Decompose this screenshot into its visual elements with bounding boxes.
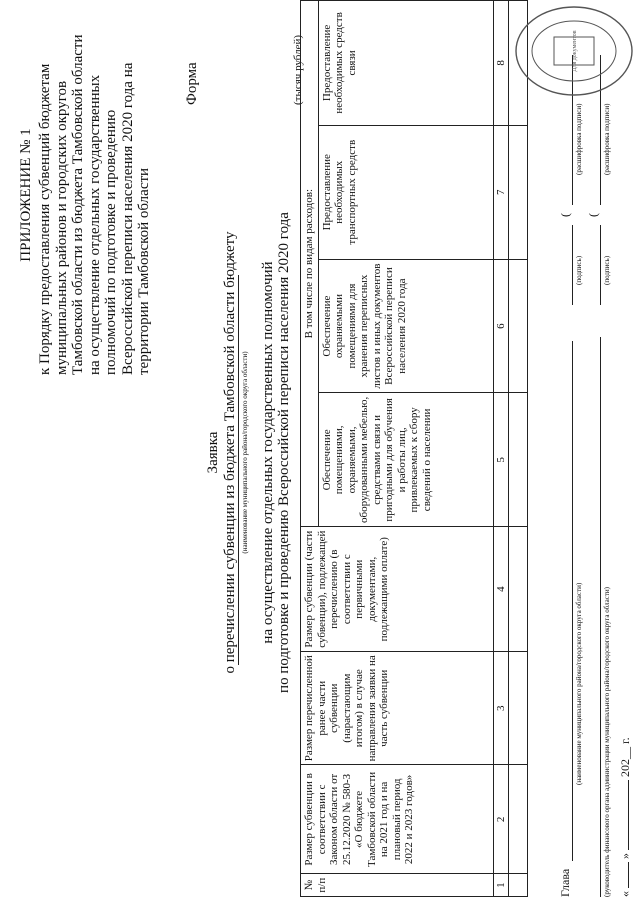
appendix-line: полномочий по подготовке и проведению	[103, 109, 119, 375]
col-number: 3	[493, 652, 509, 765]
header-premises: Обеспечение помещениями, охраняемыми, оборудованными мебелью, средствами связи и пригодными для обучения и работы лиц, привлекаемых к сбору сведений о населении	[318, 393, 493, 527]
col-number: 1	[493, 874, 509, 897]
appendix-heading: ПРИЛОЖЕНИЕ № 1	[18, 128, 34, 262]
table-number-row	[493, 1, 509, 897]
appendix-line: муниципальных районов и городских округов	[53, 80, 70, 375]
data-cell[interactable]	[509, 874, 528, 897]
request-title: Заявка	[205, 431, 221, 474]
stamp-center-text: Для документов	[572, 30, 578, 72]
appendix-line: к Порядку предоставления субвенций бюджетам	[37, 63, 53, 375]
finance-name-line	[600, 337, 601, 897]
data-cell[interactable]	[509, 393, 528, 527]
appendix-line: Тамбовской области из бюджета Тамбовской области	[70, 34, 86, 375]
finance-caption: (руководитель финансового органа администрации муниципального района/городского округа области)	[603, 587, 611, 897]
data-cell[interactable]	[509, 125, 528, 259]
decode-caption: (расшифровка подписи)	[575, 103, 583, 175]
appendix-header	[18, 15, 153, 375]
finance-sign-line	[600, 225, 601, 305]
header-communication: Предоставление необходимых средств связи	[318, 1, 493, 126]
municipality-blank-line	[238, 275, 239, 665]
data-cell[interactable]	[509, 652, 528, 765]
sign-caption-2: (подпись)	[603, 255, 611, 285]
request-line-1: о перечислении субвенции из бюджета Тамбовской области бюджету	[222, 231, 238, 674]
paren-open: (	[558, 213, 572, 217]
date-line	[618, 737, 633, 897]
col-number: 5	[493, 393, 509, 527]
paren-open-2: (	[586, 213, 600, 217]
header-storage: Обеспечение охраняемыми помещениями для хранения переписных листов и иных документов Всероссийской переписи населения 2020 года	[318, 259, 493, 393]
header-subsidy-size: Размер субвенции в соответствии с Законом области от 25.12.2020 № 580-З «О бюджете Тамбовской области на 2021 год и на плановый период 2022 и 2023 годов»	[301, 765, 494, 874]
head-name-line	[572, 341, 573, 861]
date-prefix: «	[618, 891, 632, 897]
col-number: 2	[493, 765, 509, 874]
date-suffix: 202__ г.	[618, 737, 632, 777]
municipality-caption: (наименование муниципального района/городского округа области)	[241, 351, 249, 554]
header-expense-group: В том числе по видам расходов:	[301, 1, 319, 527]
header-transferred: Размер перечисленной ранее части субвенции (нарастающим итогом) в случае направления заявки на часть субвенции	[301, 652, 494, 765]
decode-caption-2: (расшифровка подписи)	[603, 103, 611, 175]
data-cell[interactable]	[509, 765, 528, 874]
appendix-line: территории Тамбовской области	[136, 167, 152, 375]
head-sign-line	[572, 225, 573, 305]
request-line-3: по подготовке и проведению Всероссийской переписи населения 2020 года	[276, 212, 292, 693]
appendix-line: Всероссийской переписи населения 2020 года на	[119, 62, 136, 375]
date-day-blank[interactable]	[628, 862, 629, 888]
col-number: 7	[493, 125, 509, 259]
col-number: 8	[493, 1, 509, 126]
date-month-blank[interactable]	[628, 780, 629, 850]
table-data-row	[509, 1, 528, 897]
head-label: Глава	[558, 868, 572, 897]
table-header-row	[301, 1, 319, 897]
request-line-2: на осуществление отдельных государственных полномочий	[260, 261, 276, 644]
appendix-line: на осуществление отдельных государственных	[86, 74, 103, 375]
data-cell[interactable]	[509, 527, 528, 652]
header-transport: Предоставление необходимых транспортных средств	[318, 125, 493, 259]
head-caption: (наименование муниципального района/городского округа области)	[575, 582, 583, 785]
sign-caption: (подпись)	[575, 255, 583, 285]
subsidy-request-table	[300, 0, 528, 897]
form-label: Форма	[184, 62, 200, 105]
header-number: № п/п	[301, 874, 494, 897]
header-to-transfer: Размер субвенции (части субвенции), подлежащей перечислению (в соответствии с первичными документами, подлежащими оплате)	[301, 527, 494, 652]
date-mid: »	[618, 853, 632, 859]
units-label: (тысяч рублей)	[292, 34, 304, 105]
col-number: 6	[493, 259, 509, 393]
official-stamp	[510, 3, 638, 99]
data-cell[interactable]	[509, 259, 528, 393]
col-number: 4	[493, 527, 509, 652]
